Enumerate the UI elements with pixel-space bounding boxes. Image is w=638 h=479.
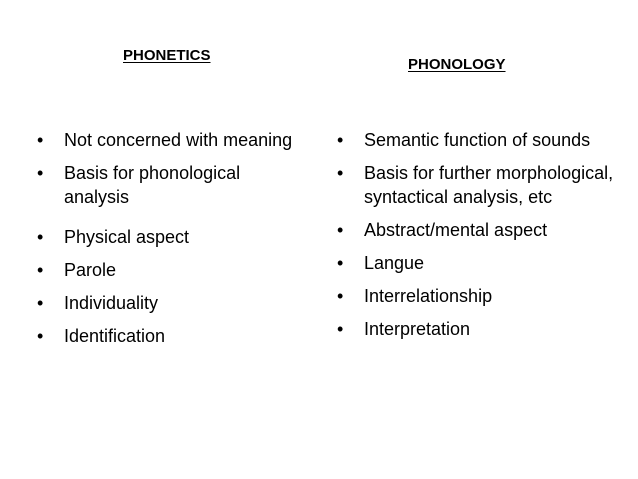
list-item: • Interrelationship [337,284,627,308]
phonology-heading: PHONOLOGY [408,56,506,73]
phonetics-heading: PHONETICS [123,47,211,64]
list-item: • Individuality [37,291,297,315]
list-item: • Physical aspect [37,225,297,249]
list-item: • Basis for further morphological, syntactical analysis, etc [337,161,627,209]
list-item: • Abstract/mental aspect [337,218,627,242]
list-item: • Interpretation [337,317,627,341]
list-item: • Parole [37,258,297,282]
list-item: • Identification [37,324,297,348]
list-item: • Not concerned with meaning [37,128,297,152]
phonology-list [337,128,627,350]
list-item: • Langue [337,251,627,275]
phonetics-list [37,128,297,357]
list-item: • Basis for phonological analysis [37,161,297,209]
list-item: • Semantic function of sounds [337,128,627,152]
